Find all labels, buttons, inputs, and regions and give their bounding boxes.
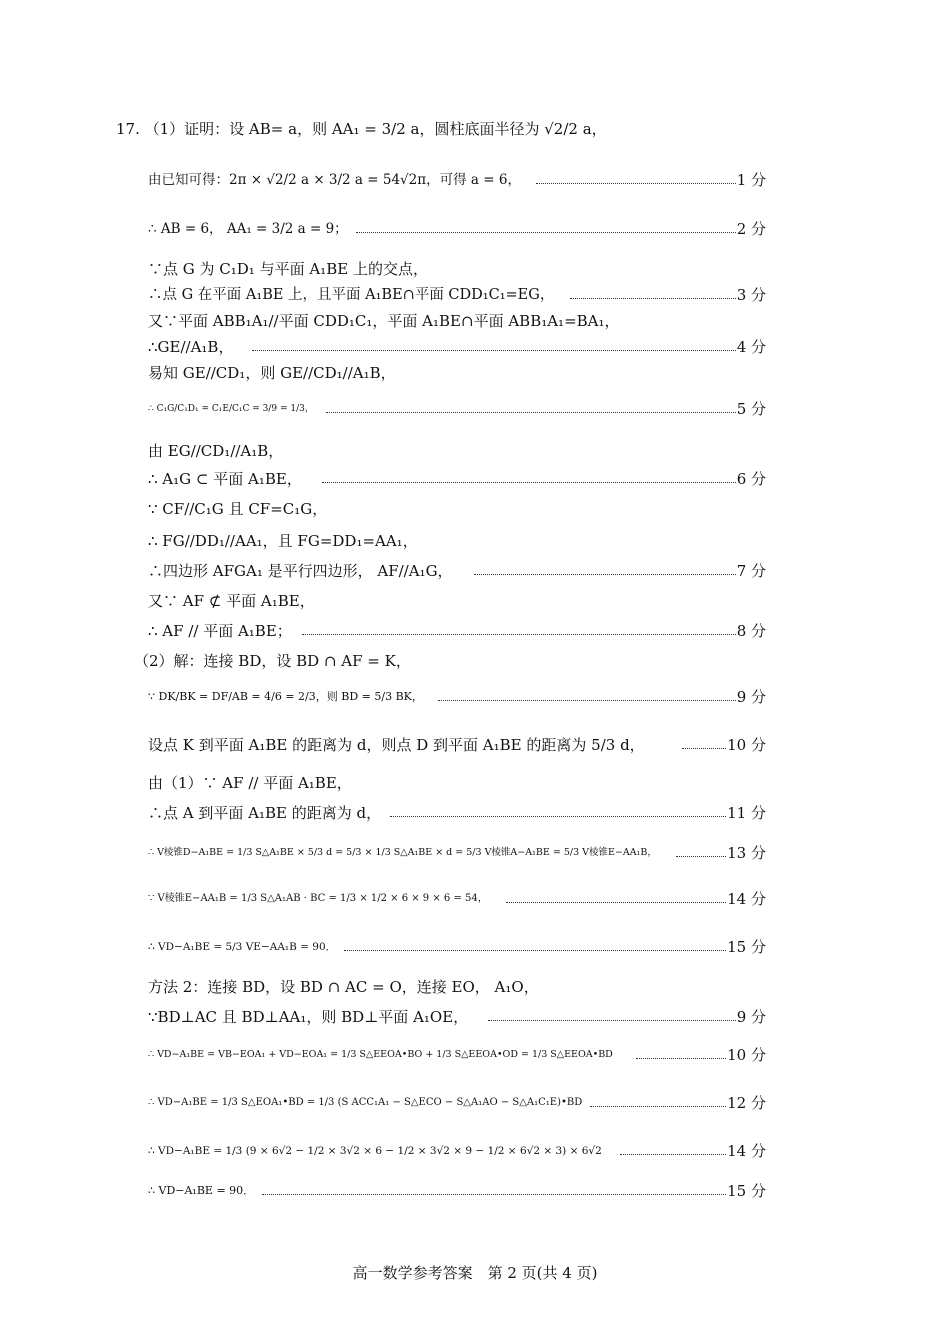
page-footer: 高一数学参考答案 第 2 页(共 4 页) xyxy=(352,1264,598,1282)
score-label: 5 分 xyxy=(736,400,766,418)
score-label: 8 分 xyxy=(736,622,766,640)
solution-text: 易知 GE//CD₁，则 GE//CD₁//A₁B， xyxy=(148,364,396,382)
score-label: 3 分 xyxy=(736,286,766,304)
solution-text: 17. （1）证明：设 AB= a，则 AA₁ = 3/2 a，圆柱底面半径为 √2/2 a， xyxy=(116,120,607,138)
solution-text: ∴ V棱锥D−A₁BE = 1/3 S△A₁BE × 5/3 d = 5/3 × 1/3 S△A₁BE × d = 5/3 V棱锥A−A₁BE = 5/3 V棱锥E−AA₁B， xyxy=(148,847,657,858)
dot-leader xyxy=(262,1174,726,1208)
solution-line xyxy=(0,1086,950,1120)
solution-text: 由 EG//CD₁//A₁B， xyxy=(148,442,284,460)
score-label: 4 分 xyxy=(736,338,766,356)
dot-leader xyxy=(676,836,726,870)
score-label: 12 分 xyxy=(727,1094,766,1112)
solution-line xyxy=(0,766,950,800)
solution-line xyxy=(0,970,950,1004)
solution-line xyxy=(0,680,950,714)
solution-text: ∴ A₁G ⊂ 平面 A₁BE， xyxy=(148,470,302,488)
dot-leader xyxy=(590,1086,726,1120)
solution-line xyxy=(0,796,950,830)
dot-leader xyxy=(682,728,726,762)
solution-line xyxy=(0,112,950,146)
solution-line xyxy=(0,930,950,964)
solution-text: 方法 2：连接 BD，设 BD ∩ AC = O，连接 EO， A₁O， xyxy=(148,978,539,996)
solution-text: 又∵平面 ABB₁A₁//平面 CDD₁C₁，平面 A₁BE∩平面 ABB₁A₁=BA₁， xyxy=(148,312,620,330)
dot-leader xyxy=(438,680,736,714)
solution-line xyxy=(0,1000,950,1034)
solution-text: ∴ VD−A₁BE = VB−EOA₁ + VD−EOA₁ = 1/3 S△EEOA•BO + 1/3 S△EEOA•OD = 1/3 S△EEOA•BD xyxy=(148,1049,613,1060)
score-label: 11 分 xyxy=(727,804,766,822)
dot-leader xyxy=(620,1134,726,1168)
solution-line xyxy=(0,1038,950,1072)
solution-text: ∴ AB = 6， AA₁ = 3/2 a = 9； xyxy=(148,221,348,237)
solution-text: ∴ VD−A₁BE = 1/3 S△EOA₁•BD = 1/3 (S ACC₁A₁ − S△ECO − S△A₁AO − S△A₁C₁E)•BD xyxy=(148,1097,583,1108)
score-label: 9 分 xyxy=(736,688,766,706)
solution-text: （2）解：连接 BD，设 BD ∩ AF = K， xyxy=(134,652,411,670)
solution-text: 由（1）∵ AF // 平面 A₁BE， xyxy=(148,774,352,792)
solution-text: ∴点 G 在平面 A₁BE 上，且平面 A₁BE∩平面 CDD₁C₁=EG， xyxy=(148,287,555,303)
score-label: 15 分 xyxy=(727,1182,766,1200)
score-label: 14 分 xyxy=(727,890,766,908)
dot-leader xyxy=(536,163,736,197)
solution-text: 由已知可得：2π × √2/2 a × 3/2 a = 54√2π，可得 a = 6， xyxy=(148,172,521,188)
solution-text: 设点 K 到平面 A₁BE 的距离为 d，则点 D 到平面 A₁BE 的距离为 5/3 d， xyxy=(148,736,645,754)
solution-text: ∴ AF // 平面 A₁BE； xyxy=(148,622,292,640)
solution-line xyxy=(0,356,950,390)
solution-text: ∵ DK/BK = DF/AB = 4/6 = 2/3，则 BD = 5/3 BK， xyxy=(148,690,423,703)
solution-text: ∴ VD−A₁BE = 5/3 VE−AA₁B = 90． xyxy=(148,941,337,953)
score-label: 14 分 xyxy=(727,1142,766,1160)
solution-line xyxy=(0,1174,950,1208)
dot-leader xyxy=(636,1038,726,1072)
solution-line xyxy=(0,728,950,762)
solution-line xyxy=(0,462,950,496)
solution-line xyxy=(0,882,950,916)
solution-text: ∵点 G 为 C₁D₁ 与平面 A₁BE 上的交点， xyxy=(148,260,428,278)
solution-text: ∴ VD−A₁BE = 1/3 (9 × 6√2 − 1/2 × 3√2 × 6 − 1/2 × 3√2 × 9 − 1/2 × 6√2 × 3) × 6√2 xyxy=(148,1145,602,1157)
solution-text: ∴ FG//DD₁//AA₁，且 FG=DD₁=AA₁， xyxy=(148,532,418,550)
solution-text: ∵ CF//C₁G 且 CF=C₁G， xyxy=(148,500,328,518)
solution-text: ∴ VD−A₁BE = 90． xyxy=(148,1184,255,1197)
score-label: 7 分 xyxy=(736,562,766,580)
score-label: 15 分 xyxy=(727,938,766,956)
score-label: 2 分 xyxy=(736,220,766,238)
solution-line xyxy=(0,554,950,588)
solution-line xyxy=(0,614,950,648)
score-label: 10 分 xyxy=(727,1046,766,1064)
solution-line xyxy=(0,392,950,426)
score-label: 13 分 xyxy=(727,844,766,862)
solution-text: ∴GE//A₁B， xyxy=(148,338,234,356)
score-label: 9 分 xyxy=(736,1008,766,1026)
dot-leader xyxy=(356,212,736,246)
solution-line xyxy=(0,644,950,678)
solution-text: ∵ V棱锥E−AA₁B = 1/3 S△A₁AB · BC = 1/3 × 1/2 × 6 × 9 × 6 = 54， xyxy=(148,893,488,904)
solution-line xyxy=(0,1134,950,1168)
solution-text: 又∵ AF ⊄ 平面 A₁BE， xyxy=(148,592,315,610)
dot-leader xyxy=(474,554,736,588)
dot-leader xyxy=(344,930,726,964)
dot-leader xyxy=(326,392,736,426)
solution-line xyxy=(0,163,950,197)
score-label: 6 分 xyxy=(736,470,766,488)
solution-line xyxy=(0,212,950,246)
solution-text: ∴点 A 到平面 A₁BE 的距离为 d， xyxy=(148,804,382,822)
score-label: 1 分 xyxy=(736,171,766,189)
score-label: 10 分 xyxy=(727,736,766,754)
solution-line xyxy=(0,836,950,870)
dot-leader xyxy=(488,1000,736,1034)
solution-text: ∵BD⊥AC 且 BD⊥AA₁，则 BD⊥平面 A₁OE， xyxy=(148,1008,469,1026)
solution-text: ∴ C₁G/C₁D₁ = C₁E/C₁C = 3/9 = 1/3， xyxy=(148,404,314,414)
solution-line xyxy=(0,584,950,618)
dot-leader xyxy=(302,614,736,648)
dot-leader xyxy=(390,796,726,830)
solution-line xyxy=(0,492,950,526)
dot-leader xyxy=(506,882,726,916)
dot-leader xyxy=(322,462,736,496)
solution-line xyxy=(0,524,950,558)
solution-text: ∴四边形 AFGA₁ 是平行四边形， AF//A₁G， xyxy=(148,562,453,580)
